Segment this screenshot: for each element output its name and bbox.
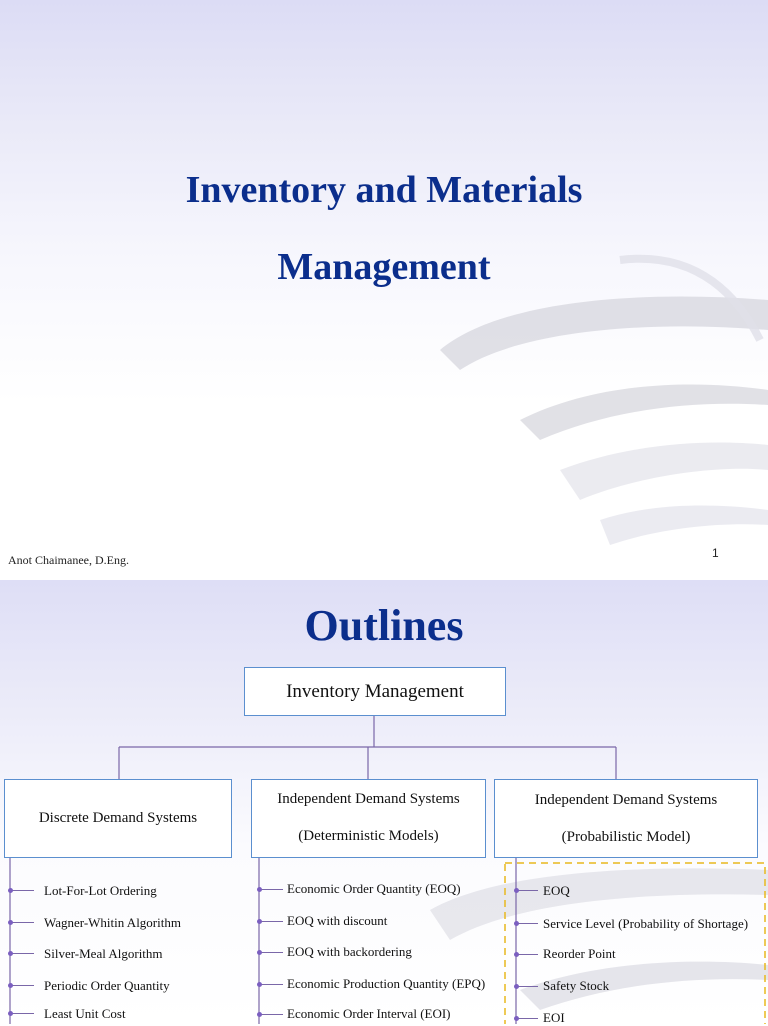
list-item: Safety Stock: [543, 978, 610, 993]
list-item: Least Unit Cost: [44, 1006, 126, 1021]
list-item: Economic Production Quantity (EPQ): [287, 976, 486, 991]
bullet-connector: [259, 889, 283, 890]
list-item: Silver-Meal Algorithm: [44, 946, 163, 961]
branch-label-line1: Independent Demand Systems: [277, 791, 460, 807]
bullet-dot: [257, 887, 262, 892]
root-node-box: [244, 667, 506, 716]
bullet-dot: [514, 952, 519, 957]
bullet-dot: [514, 984, 519, 989]
bullet-connector: [516, 923, 538, 924]
root-node-label: Inventory Management: [286, 681, 464, 702]
bullet-connector: [10, 1013, 34, 1014]
slide-title-line2: Management: [277, 246, 491, 288]
bullet-connector: [259, 1014, 283, 1015]
branch-label-line2: (Probabilistic Model): [561, 829, 691, 845]
list-item: Economic Order Quantity (EOQ): [287, 881, 461, 896]
bullet-connector: [10, 985, 34, 986]
outline-title: Outlines: [304, 601, 464, 650]
page-number: 1: [712, 546, 719, 560]
bullet-dot: [514, 921, 519, 926]
bullet-dot: [8, 888, 13, 893]
list-item: Reorder Point: [543, 946, 616, 961]
bullet-dot: [8, 951, 13, 956]
author-footer: Anot Chaimanee, D.Eng.: [8, 553, 129, 567]
branch-label-line1: Independent Demand Systems: [534, 792, 718, 808]
bullet-dot: [8, 983, 13, 988]
bullet-dot: [257, 919, 262, 924]
list-item: EOQ with discount: [287, 913, 388, 928]
bullet-connector: [259, 952, 283, 953]
list-item: Wagner-Whitin Algorithm: [44, 915, 181, 930]
bullet-dot: [8, 1011, 13, 1016]
bullet-connector: [10, 953, 34, 954]
list-item: Economic Order Interval (EOI): [287, 1006, 451, 1021]
branch-label-line1: Discrete Demand Systems: [38, 810, 198, 826]
bullet-connector: [516, 1018, 538, 1019]
bullet-dot: [514, 1016, 519, 1021]
bullet-connector: [259, 921, 283, 922]
bullet-dot: [257, 1012, 262, 1017]
list-item: Lot-For-Lot Ordering: [44, 883, 157, 898]
bullet-dot: [8, 920, 13, 925]
list-item: Service Level (Probability of Shortage): [543, 916, 749, 931]
bullet-dot: [514, 888, 519, 893]
branch-box-discrete: [4, 779, 232, 858]
bullet-connector: [259, 984, 283, 985]
bullet-dot: [257, 950, 262, 955]
branch-label-line2: (Deterministic Models): [298, 828, 439, 844]
bullet-connector: [10, 890, 34, 891]
list-item: EOQ with backordering: [287, 944, 412, 959]
bullet-connector: [516, 954, 538, 955]
branch-box-deterministic: [251, 779, 486, 858]
branch-box-probabilistic: [494, 779, 758, 858]
bullet-dot: [257, 982, 262, 987]
list-item: EOI: [543, 1010, 565, 1025]
slide-title-line1: Inventory and Materials: [185, 169, 583, 211]
list-item: EOQ: [543, 883, 570, 898]
bullet-connector: [10, 922, 34, 923]
bullet-connector: [516, 890, 538, 891]
list-item: Periodic Order Quantity: [44, 978, 170, 993]
bullet-connector: [516, 986, 538, 987]
